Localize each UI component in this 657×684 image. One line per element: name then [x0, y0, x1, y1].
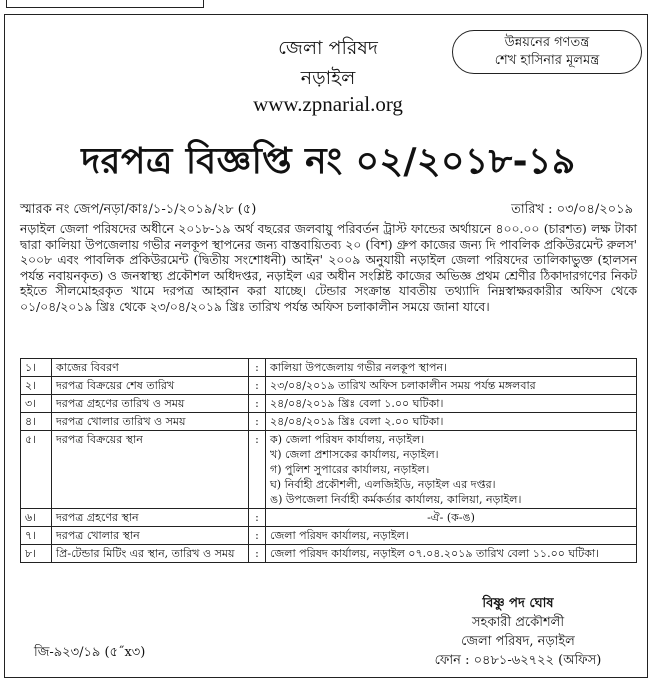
- row-colon: :: [249, 431, 266, 509]
- row-label: প্রি-টেন্ডার মিটিং এর স্থান, তারিখ ও সময়: [52, 545, 249, 563]
- website: www.zpnarial.org: [253, 92, 403, 116]
- signatory-phone: ফোন : ০৪৮১-৬২৭২২ (অফিস): [434, 653, 602, 668]
- signatory-name: বিষ্ণু পদ ঘোষ: [482, 596, 554, 611]
- table-row: [21, 431, 637, 509]
- row-value: ২৪/০৪/২০১৯ খ্রিঃ বেলা ২.০০ ঘটিকা।: [266, 413, 637, 431]
- row-value: কালিয়া উপজেলায় গভীর নলকূপ স্থাপন।: [266, 359, 637, 377]
- signatory-designation: সহকারী প্রকৌশলী: [471, 615, 565, 630]
- slogan-line-1: উন্নয়নের গণতন্ত্র: [504, 35, 590, 50]
- slogan-box: [452, 30, 642, 74]
- row-number: ৫।: [21, 431, 52, 509]
- signature-block: [398, 594, 638, 670]
- row-colon: :: [249, 527, 266, 545]
- row-label: দরপত্র গ্রহণের স্থান: [52, 509, 249, 527]
- sale-location-item: খ) জেলা প্রশাসকের কার্যালয়, নড়াইল।: [270, 448, 439, 461]
- row-value: ২৪/০৪/২০১৯ খ্রিঃ বেলা ১.০০ ঘটিকা।: [266, 395, 637, 413]
- table-row: [21, 509, 637, 527]
- row-colon: :: [249, 413, 266, 431]
- row-number: ৮।: [21, 545, 52, 563]
- row-number: ১।: [21, 359, 52, 377]
- row-colon: :: [249, 545, 266, 563]
- row-label: দরপত্র খোলার স্থান: [52, 527, 249, 545]
- notice-body: নড়াইল জেলা পরিষদের অধীনে ২০১৮-১৯ অর্থ বছরের জলবায়ু পরিবর্তন ট্রাস্ট ফান্ডের অর্থায়নে ৪০০.০০ (চারশত) লক্ষ টাকা দ্বারা কালিয়া উপজেলায় গভীর নলকূপ স্থাপনের জন্য বাস্তবায়িতব্য ২০ (বিশ) গ্রুপ কাজের জন্য দি পাবলিক প্রকিউরমেন্ট রুলস' ২০০৮ এবং পাবলিক প্রকিউরমেন্ট (দ্বিতীয় সংশোধনী) আইন' ২০০৯ অনুযায়ী নড়াইল জেলা পরিষদের তালিকাভুক্ত (হালসন পর্যন্ত নবায়নকৃত) ও জনস্বাস্থ্য প্রকৌশল অধিদপ্তর, নড়াইল এর অধীন সংশ্লিষ্ট কাজের অভিজ্ঞ প্রথম শ্রেণীর ঠিকাদারগণের নিকট হইতে সীলমোহরকৃত খামে দরপত্র আহ্বান করা যাচ্ছে। টেন্ডার সংক্রান্ত যাবতীয় তথ্যাদি নিম্নস্বাক্ষরকারীর অফিস থেকে ০১/০৪/২০১৯ খ্রিঃ থেকে ২৩/০৪/২০১৯ খ্রিঃ তারিখ পর্যন্ত অফিস চলাকালীন সময়ে জানা যাবে।: [20, 222, 637, 314]
- org-name: জেলা পরিষদ: [278, 37, 378, 59]
- advert-reference: জি-৯২৩/১৯ (৫˝x৩): [34, 645, 146, 660]
- top-clipped-strip: [0, 0, 657, 10]
- memo-number: স্মারক নং জেপ/নড়া/কাঃ/১-১/২০১৯/২৮ (৫): [20, 202, 257, 217]
- sale-location-item: ঘ) নির্বাহী প্রকৌশলী, এলজিইডি, নড়াইল এর দপ্তর।: [270, 478, 496, 491]
- table-row: [21, 377, 637, 395]
- row-label: দরপত্র গ্রহণের তারিখ ও সময়: [52, 395, 249, 413]
- clipped-box: [6, 0, 204, 8]
- row-colon: :: [249, 395, 266, 413]
- row-value: [266, 431, 637, 509]
- row-label: দরপত্র খোলার তারিখ ও সময়: [52, 413, 249, 431]
- row-number: ৩।: [21, 395, 52, 413]
- sale-location-item: ক) জেলা পরিষদ কার্যালয়, নড়াইল।: [270, 433, 425, 446]
- row-value: জেলা পরিষদ কার্যালয়, নড়াইল।: [266, 527, 637, 545]
- row-colon: :: [249, 359, 266, 377]
- table-row: [21, 527, 637, 545]
- row-value: জেলা পরিষদ কার্যালয়, নড়াইল ০৭.০৪.২০১৯ তারিখ বেলা ১১.০০ ঘটিকা।: [266, 545, 637, 563]
- row-colon: :: [249, 509, 266, 527]
- row-number: ৭।: [21, 527, 52, 545]
- row-number: ২।: [21, 377, 52, 395]
- tender-info-table: [20, 358, 637, 563]
- row-value: -ঐ- (ক-ঙ): [266, 509, 637, 527]
- table-row: [21, 395, 637, 413]
- notice-title: দরপত্র বিজ্ঞপ্তি নং ০২/২০১৮-১৯: [81, 141, 576, 182]
- row-number: ৪।: [21, 413, 52, 431]
- table-row: [21, 413, 637, 431]
- signatory-office: জেলা পরিষদ, নড়াইল: [461, 634, 575, 649]
- sale-location-item: ঙ) উপজেলা নির্বাহী কর্মকর্তার কার্যালয়, কালিয়া, নড়াইল।: [270, 493, 522, 506]
- row-label: দরপত্র বিক্রয়ের শেষ তারিখ: [52, 377, 249, 395]
- row-number: ৬।: [21, 509, 52, 527]
- district-name: নড়াইল: [300, 67, 356, 89]
- slogan-line-2: শেখ হাসিনার মূলমন্ত্র: [494, 53, 600, 68]
- sale-location-item: গ) পুলিশ সুপারের কার্যালয়, নড়াইল।: [270, 463, 430, 476]
- notice-date: তারিখ : ০৩/০৪/২০১৯: [511, 202, 633, 217]
- row-colon: :: [249, 377, 266, 395]
- row-value: ২৩/০৪/২০১৯ তারিখ অফিস চলাকালীন সময় পর্যন্ত মঙ্গলবার: [266, 377, 637, 395]
- table-row: [21, 545, 637, 563]
- table-row: [21, 359, 637, 377]
- row-label: দরপত্র বিক্রয়ের স্থান: [52, 431, 249, 509]
- row-label: কাজের বিবরণ: [52, 359, 249, 377]
